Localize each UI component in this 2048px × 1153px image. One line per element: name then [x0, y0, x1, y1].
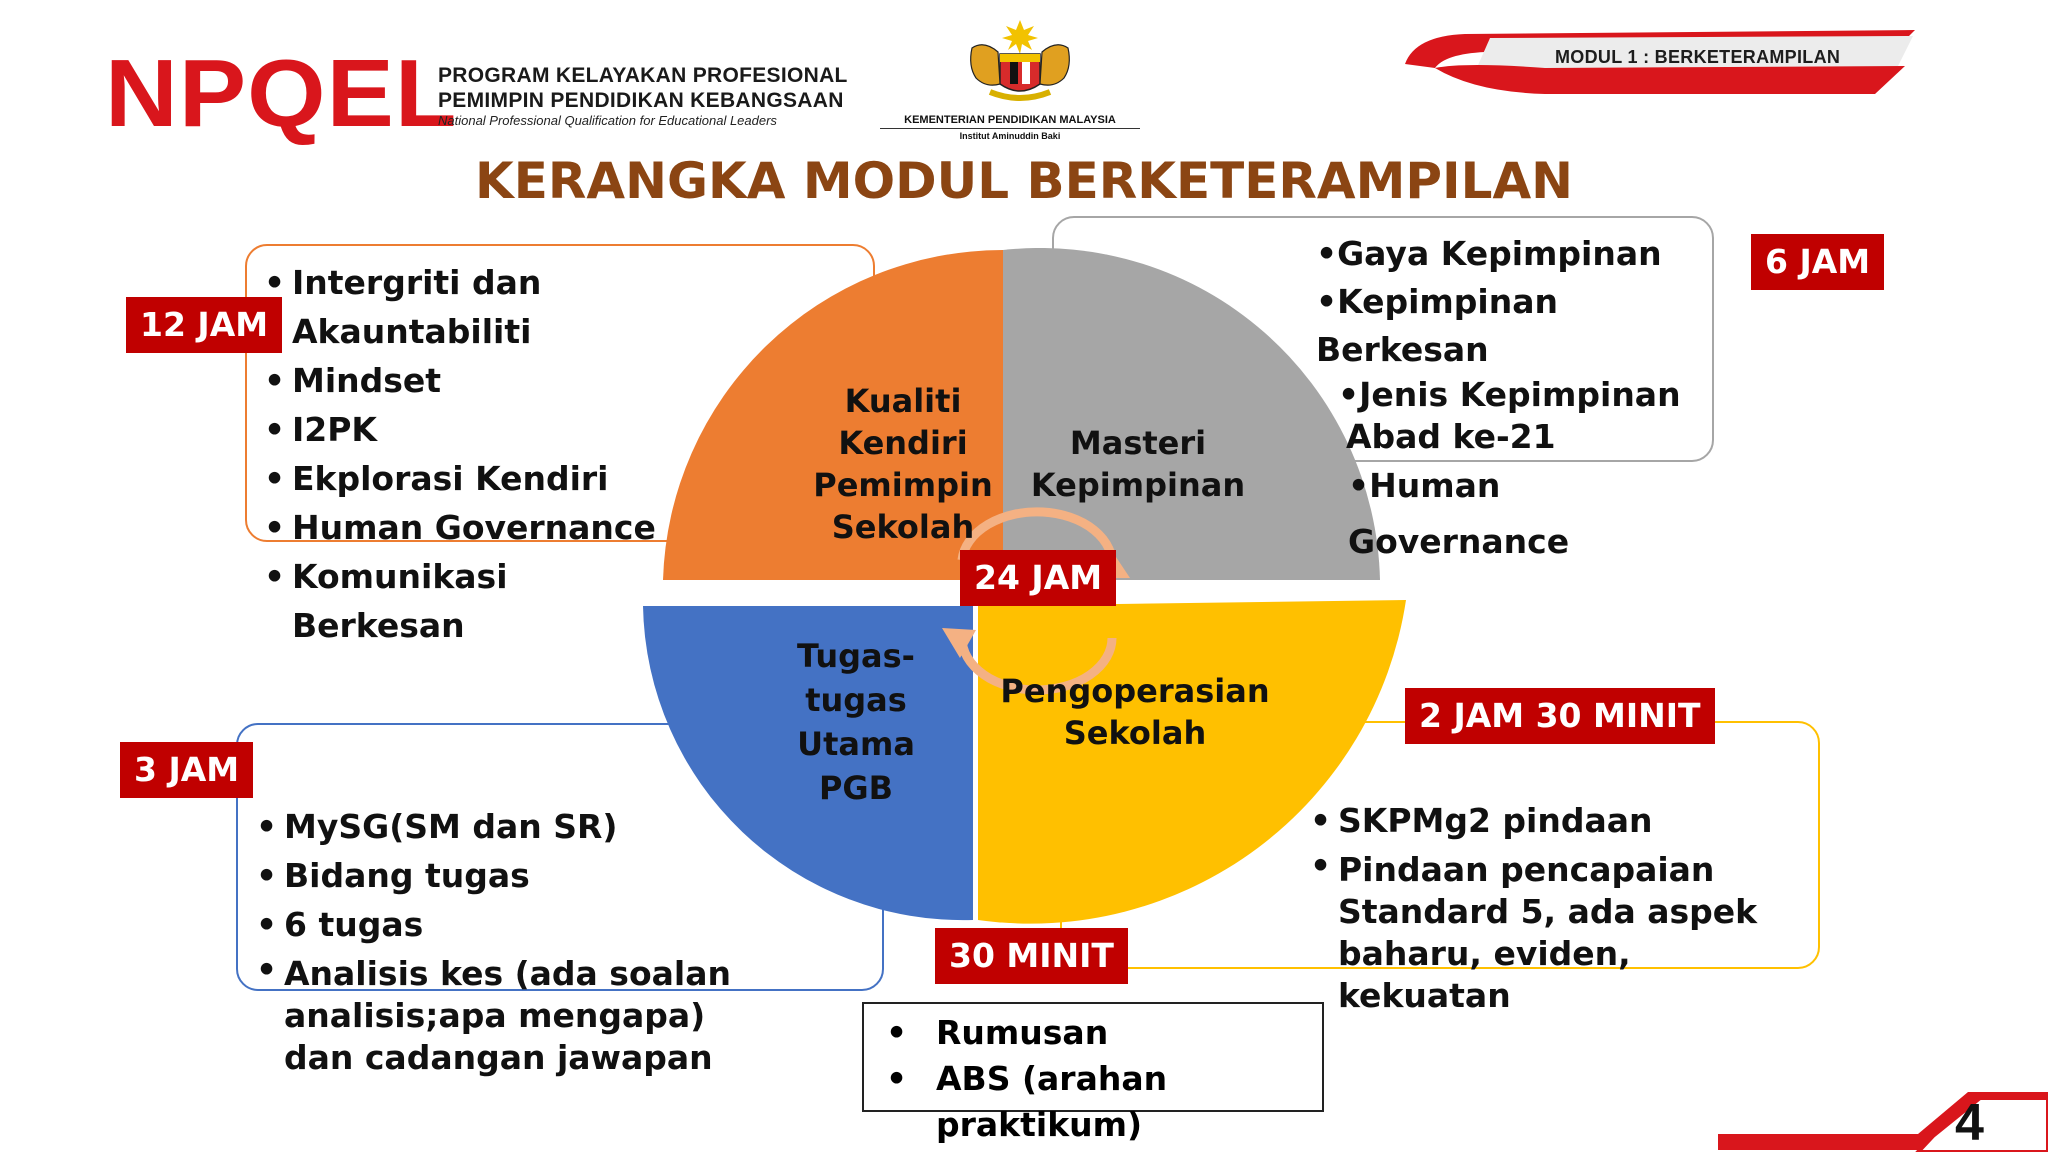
summary-box: [862, 1002, 1324, 1144]
list-item: •Jenis Kepimpinan: [1338, 375, 1681, 414]
list-kualiti: [264, 258, 684, 650]
program-title-line1: PROGRAM KELAYAKAN PROFESIONAL: [438, 64, 848, 87]
list-item-continuation: Abad ke-21: [1346, 417, 1556, 456]
list-item: •Kepimpinan Berkesan: [1316, 282, 1558, 369]
list-item: • 6 tugas: [256, 900, 776, 949]
list-item: • MySG(SM dan SR): [256, 802, 776, 851]
program-title-line2: PEMIMPIN PENDIDIKAN KEBANGSAAN: [438, 89, 844, 112]
list-item: • Pindaan pencapaian Standard 5, ada aspek baharu, eviden, kekuatan: [1310, 845, 1810, 1017]
quadrant-label-tugas: Tugas- tugas Utama PGB: [797, 637, 915, 807]
list-item: • Mindset: [264, 356, 684, 405]
list-item: •Human Governance: [1348, 466, 1570, 561]
quadrant-label-pengoperasian: Pengoperasian Sekolah: [1000, 672, 1270, 752]
duration-badge-12-jam: 12 JAM: [126, 297, 282, 353]
malaysia-coat-of-arms-icon: [960, 18, 1080, 106]
duration-badge-6-jam: 6 JAM: [1751, 234, 1884, 290]
list-item: •Gaya Kepimpinan: [1316, 234, 1662, 273]
page-number: 4: [1955, 1094, 1984, 1152]
program-title-english: National Professional Qualification for Educational Leaders: [438, 113, 777, 128]
list-item: • Analisis kes (ada soalan analisis;apa mengapa) dan cadangan jawapan: [256, 949, 776, 1079]
duration-badge-2-jam-30-minit: 2 JAM 30 MINIT: [1405, 688, 1715, 744]
list-pengoperasian: [1310, 796, 1810, 1017]
list-item: • Intergriti dan Akauntabiliti: [264, 258, 684, 356]
npqel-logo: NPQEL: [105, 40, 458, 147]
list-item: • Rumusan: [886, 1010, 1322, 1056]
ministry-name: KEMENTERIAN PENDIDIKAN MALAYSIA: [880, 114, 1140, 129]
list-item: • SKPMg2 pindaan: [1310, 796, 1810, 845]
list-item: • Ekplorasi Kendiri: [264, 454, 684, 503]
list-item: • I2PK: [264, 405, 684, 454]
duration-badge-30-minit: 30 MINIT: [935, 928, 1128, 984]
page-number-ribbon: [1718, 1090, 2048, 1152]
module-label: MODUL 1 : BERKETERAMPILAN: [1555, 47, 1841, 67]
list-item: • ABS (arahan praktikum): [886, 1056, 1322, 1148]
list-tugas: [256, 802, 776, 1079]
duration-badge-24-jam: 24 JAM: [960, 550, 1116, 606]
list-masteri: [1316, 230, 1716, 570]
page-title: KERANGKA MODUL BERKETERAMPILAN: [475, 152, 1573, 210]
institute-name: Institut Aminuddin Baki: [959, 131, 1061, 141]
duration-badge-3-jam: 3 JAM: [120, 742, 253, 798]
quadrant-label-kualiti: Kualiti Kendiri Pemimpin Sekolah: [813, 382, 993, 546]
list-item: • Bidang tugas: [256, 851, 776, 900]
list-item: • Komunikasi Berkesan: [264, 552, 684, 650]
quadrant-label-masteri: Masteri Kepimpinan: [1030, 424, 1246, 504]
list-item: • Human Governance: [264, 503, 684, 552]
